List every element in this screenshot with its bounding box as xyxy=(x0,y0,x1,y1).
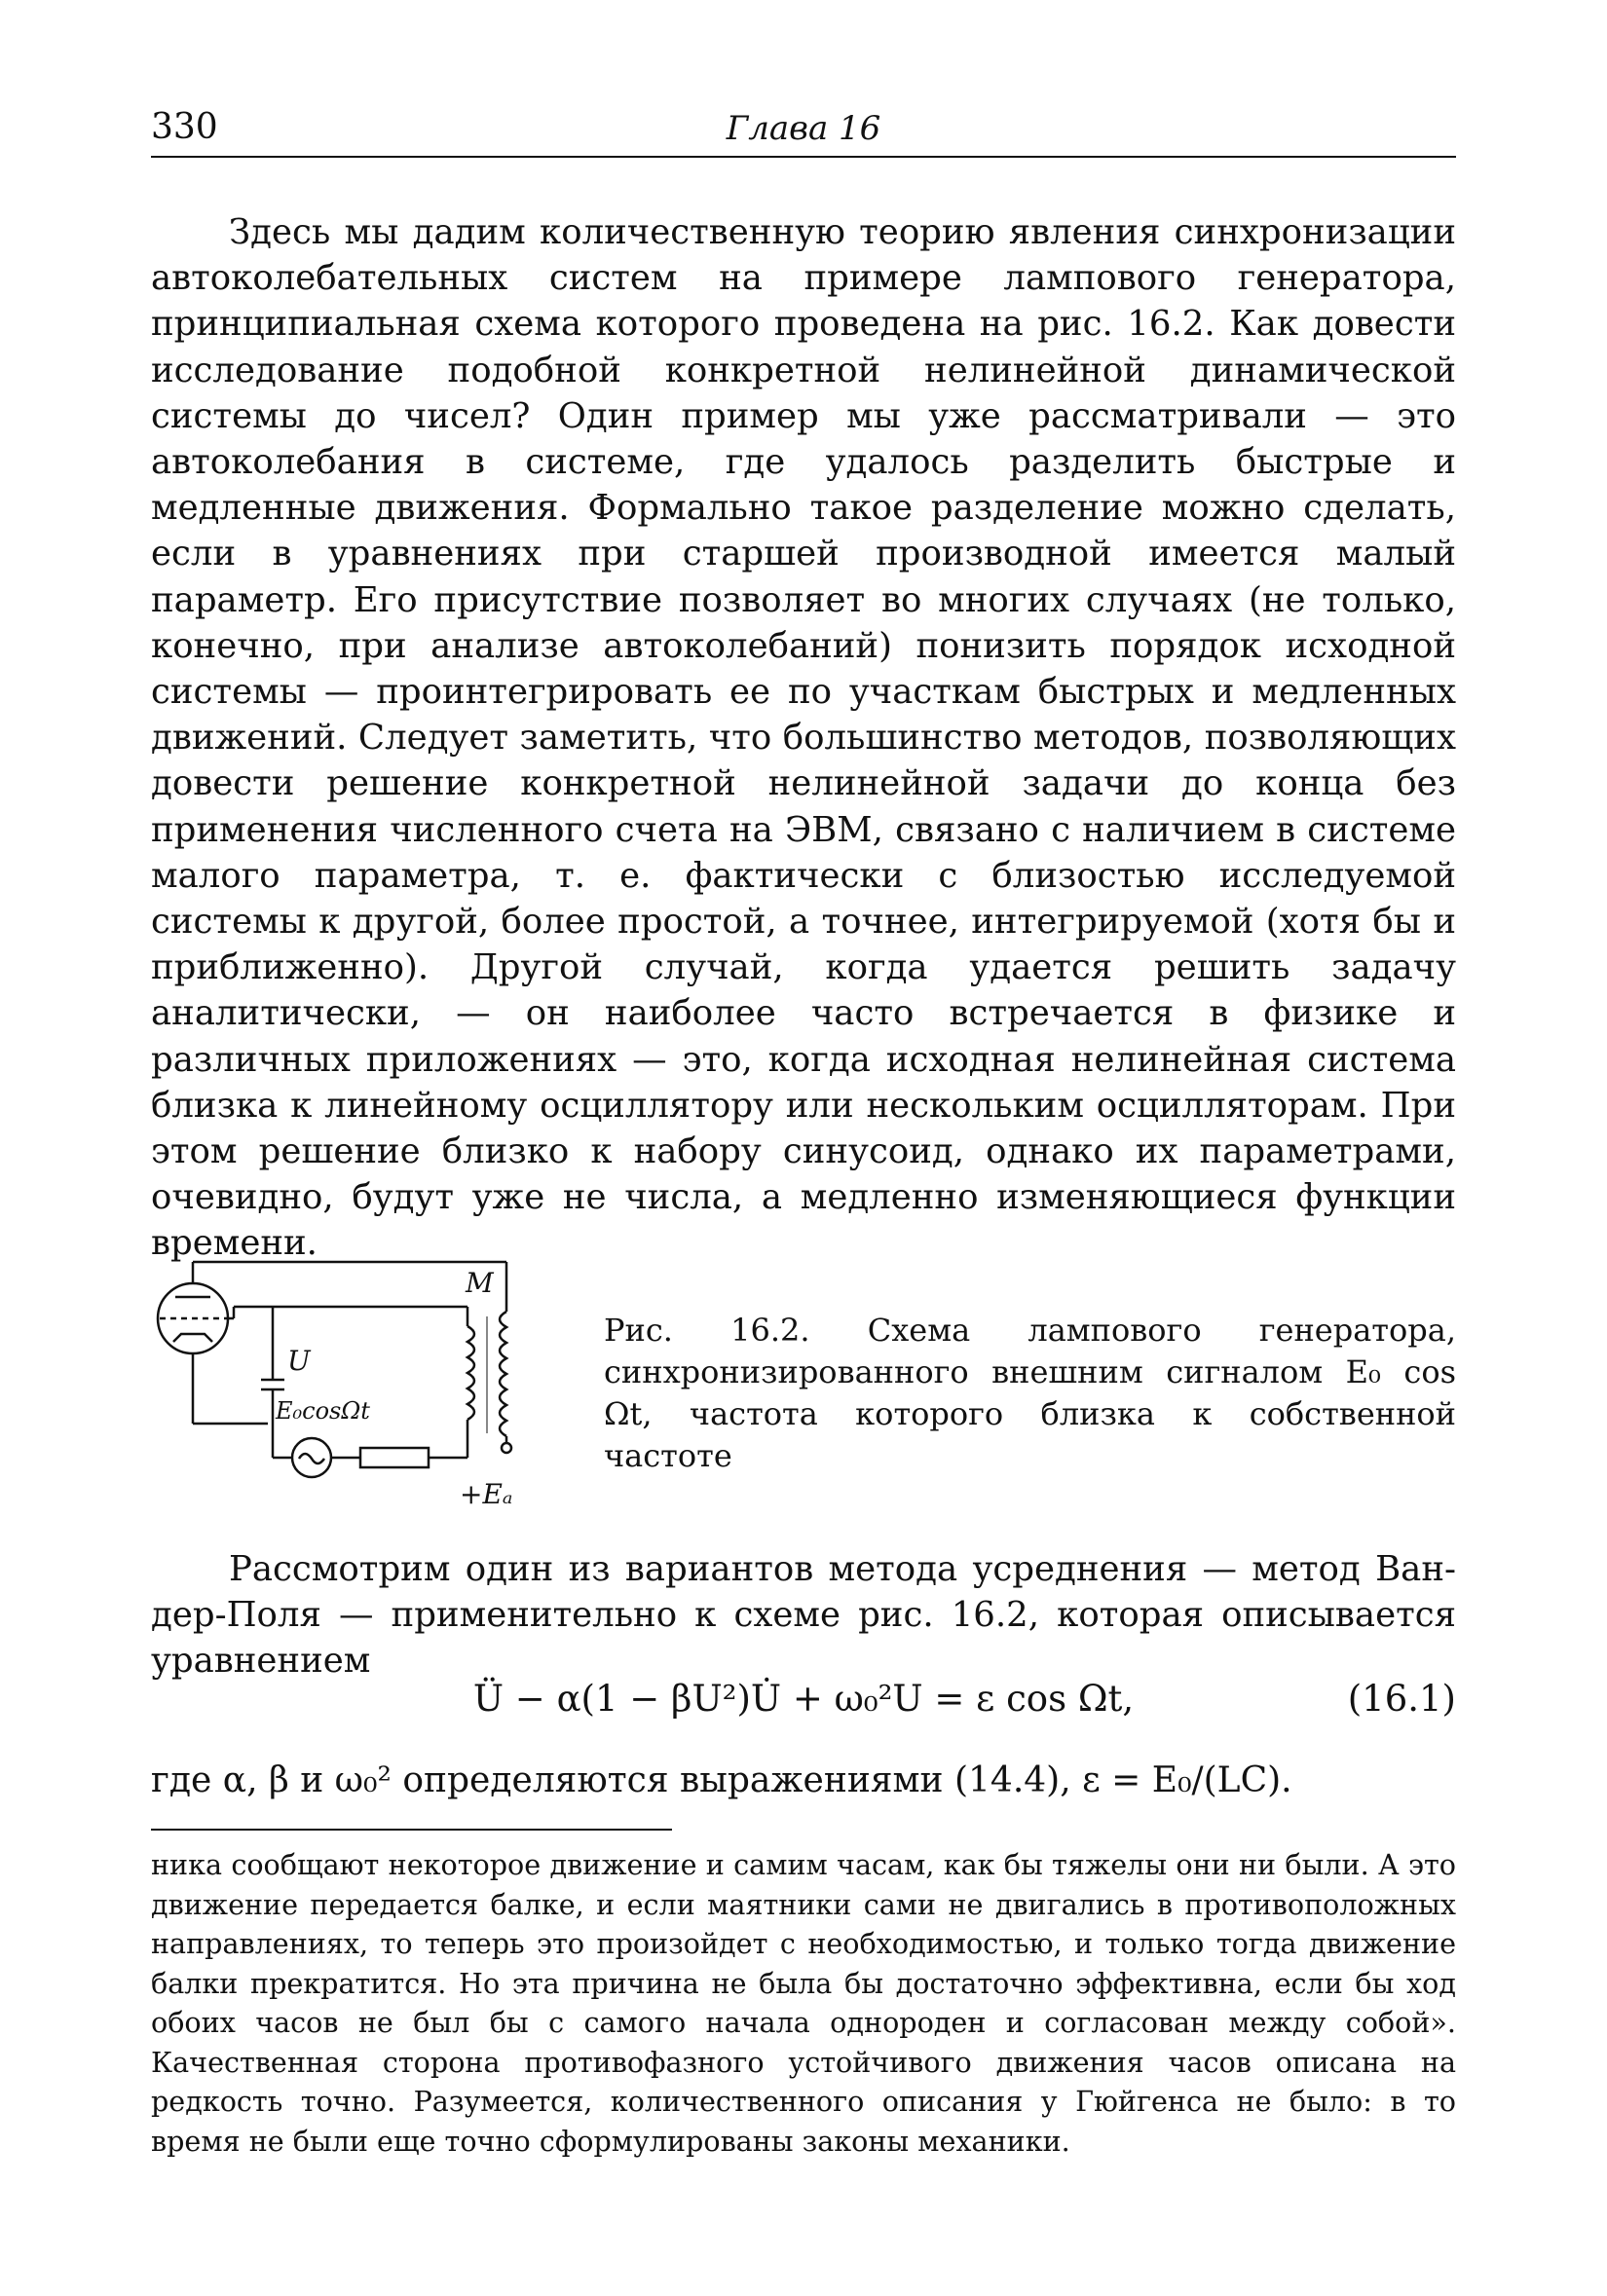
equation-text: Ü − α(1 − βU²)U̇ + ω₀²U = ε cos Ωt, xyxy=(472,1678,1135,1720)
body-paragraph-2: Рассмотрим один из вариантов метода усреднения — метод Ван-дер-Поля — применительно к схеме рис. 16.2, которая описывается уравнением xyxy=(151,1549,1456,1682)
body-paragraph-1: Здесь мы дадим количественную теорию явления синхронизации автоколебательных систем на примере лампового генератора, принципиальная схема которого проведена на рис. 16.2. Как довести исследование подобной конкретной нелинейной динамической системы до чисел? Один пример мы уже рассматривали — это автоколебания в системе, где удалось разделить быстрые и медленные движения. Формально такое разделение можно сделать, если в уравнениях при старшей производной имеется малый параметр. Его присутствие позволяет во многих случаях (не только, конечно, при анализе автоколебаний) понизить порядок исходной системы — проинтегрировать ее по участкам быстрых и медленных движений. Следует заметить, что большинство методов, позволяющих довести решение конкретной нелинейной задачи до конца без применения численного счета на ЭВМ, связано с наличием в системе малого параметра, т. е. фактически с близостью исследуемой системы к другой, более простой, а точнее, интегрируемой (хотя бы и приближенно). Другой случай, когда удается решить задачу аналитически, — он наиболее часто встречается в физике и различных приложениях — это, когда исходная нелинейная система близка к линейному осциллятору или нескольким осцилляторам. При этом решение близко к набору синусоид, однако их параметрами, очевидно, будут уже не числа, а медленно изменяющиеся функции времени. xyxy=(151,212,1456,1264)
footnote: ника сообщают некоторое движение и самим часам, как бы тяжелы они ни были. А это движение передается балке, и если маятники сами не двигались в противоположных направлениях, то теперь это произойдет с необходимостью, и только тогда движение балки прекратится. Но эта причина не была бы достаточно эффективна, если бы ход обоих часов не был бы с самого начала однороден и согласован между собой». Качественная сторона противофазного устойчивого движения часов описана на редкость точно. Разумеется, количественного описания у Гюйгенса не было: в то время не были еще точно сформулированы законы механики. xyxy=(151,1848,1456,2158)
resistor xyxy=(360,1448,429,1467)
circuit-diagram xyxy=(146,1248,584,1521)
circuit-figure xyxy=(146,1248,584,1521)
header-rule xyxy=(151,156,1456,158)
running-head: Глава 16 xyxy=(726,109,881,148)
label-U: U xyxy=(287,1345,311,1377)
label-M: M xyxy=(466,1267,494,1299)
page-header xyxy=(151,107,1456,156)
label-source: E₀cosΩt xyxy=(276,1397,370,1425)
page-number: 330 xyxy=(151,107,218,147)
equation-number: (16.1) xyxy=(1347,1678,1456,1720)
equation-explanation: где α, β и ω₀² определяются выражениями (14.4), ε = E₀/(LC). xyxy=(151,1760,1292,1800)
equation-16-1 xyxy=(151,1678,1456,1736)
label-supply: +Eₐ xyxy=(460,1478,513,1510)
footnote-rule xyxy=(151,1829,672,1831)
figure-caption: Рис. 16.2. Схема лампового генератора, синхронизированного внешним сигналом E₀ cos Ωt, частота которого близка к собственной частоте xyxy=(604,1312,1456,1474)
